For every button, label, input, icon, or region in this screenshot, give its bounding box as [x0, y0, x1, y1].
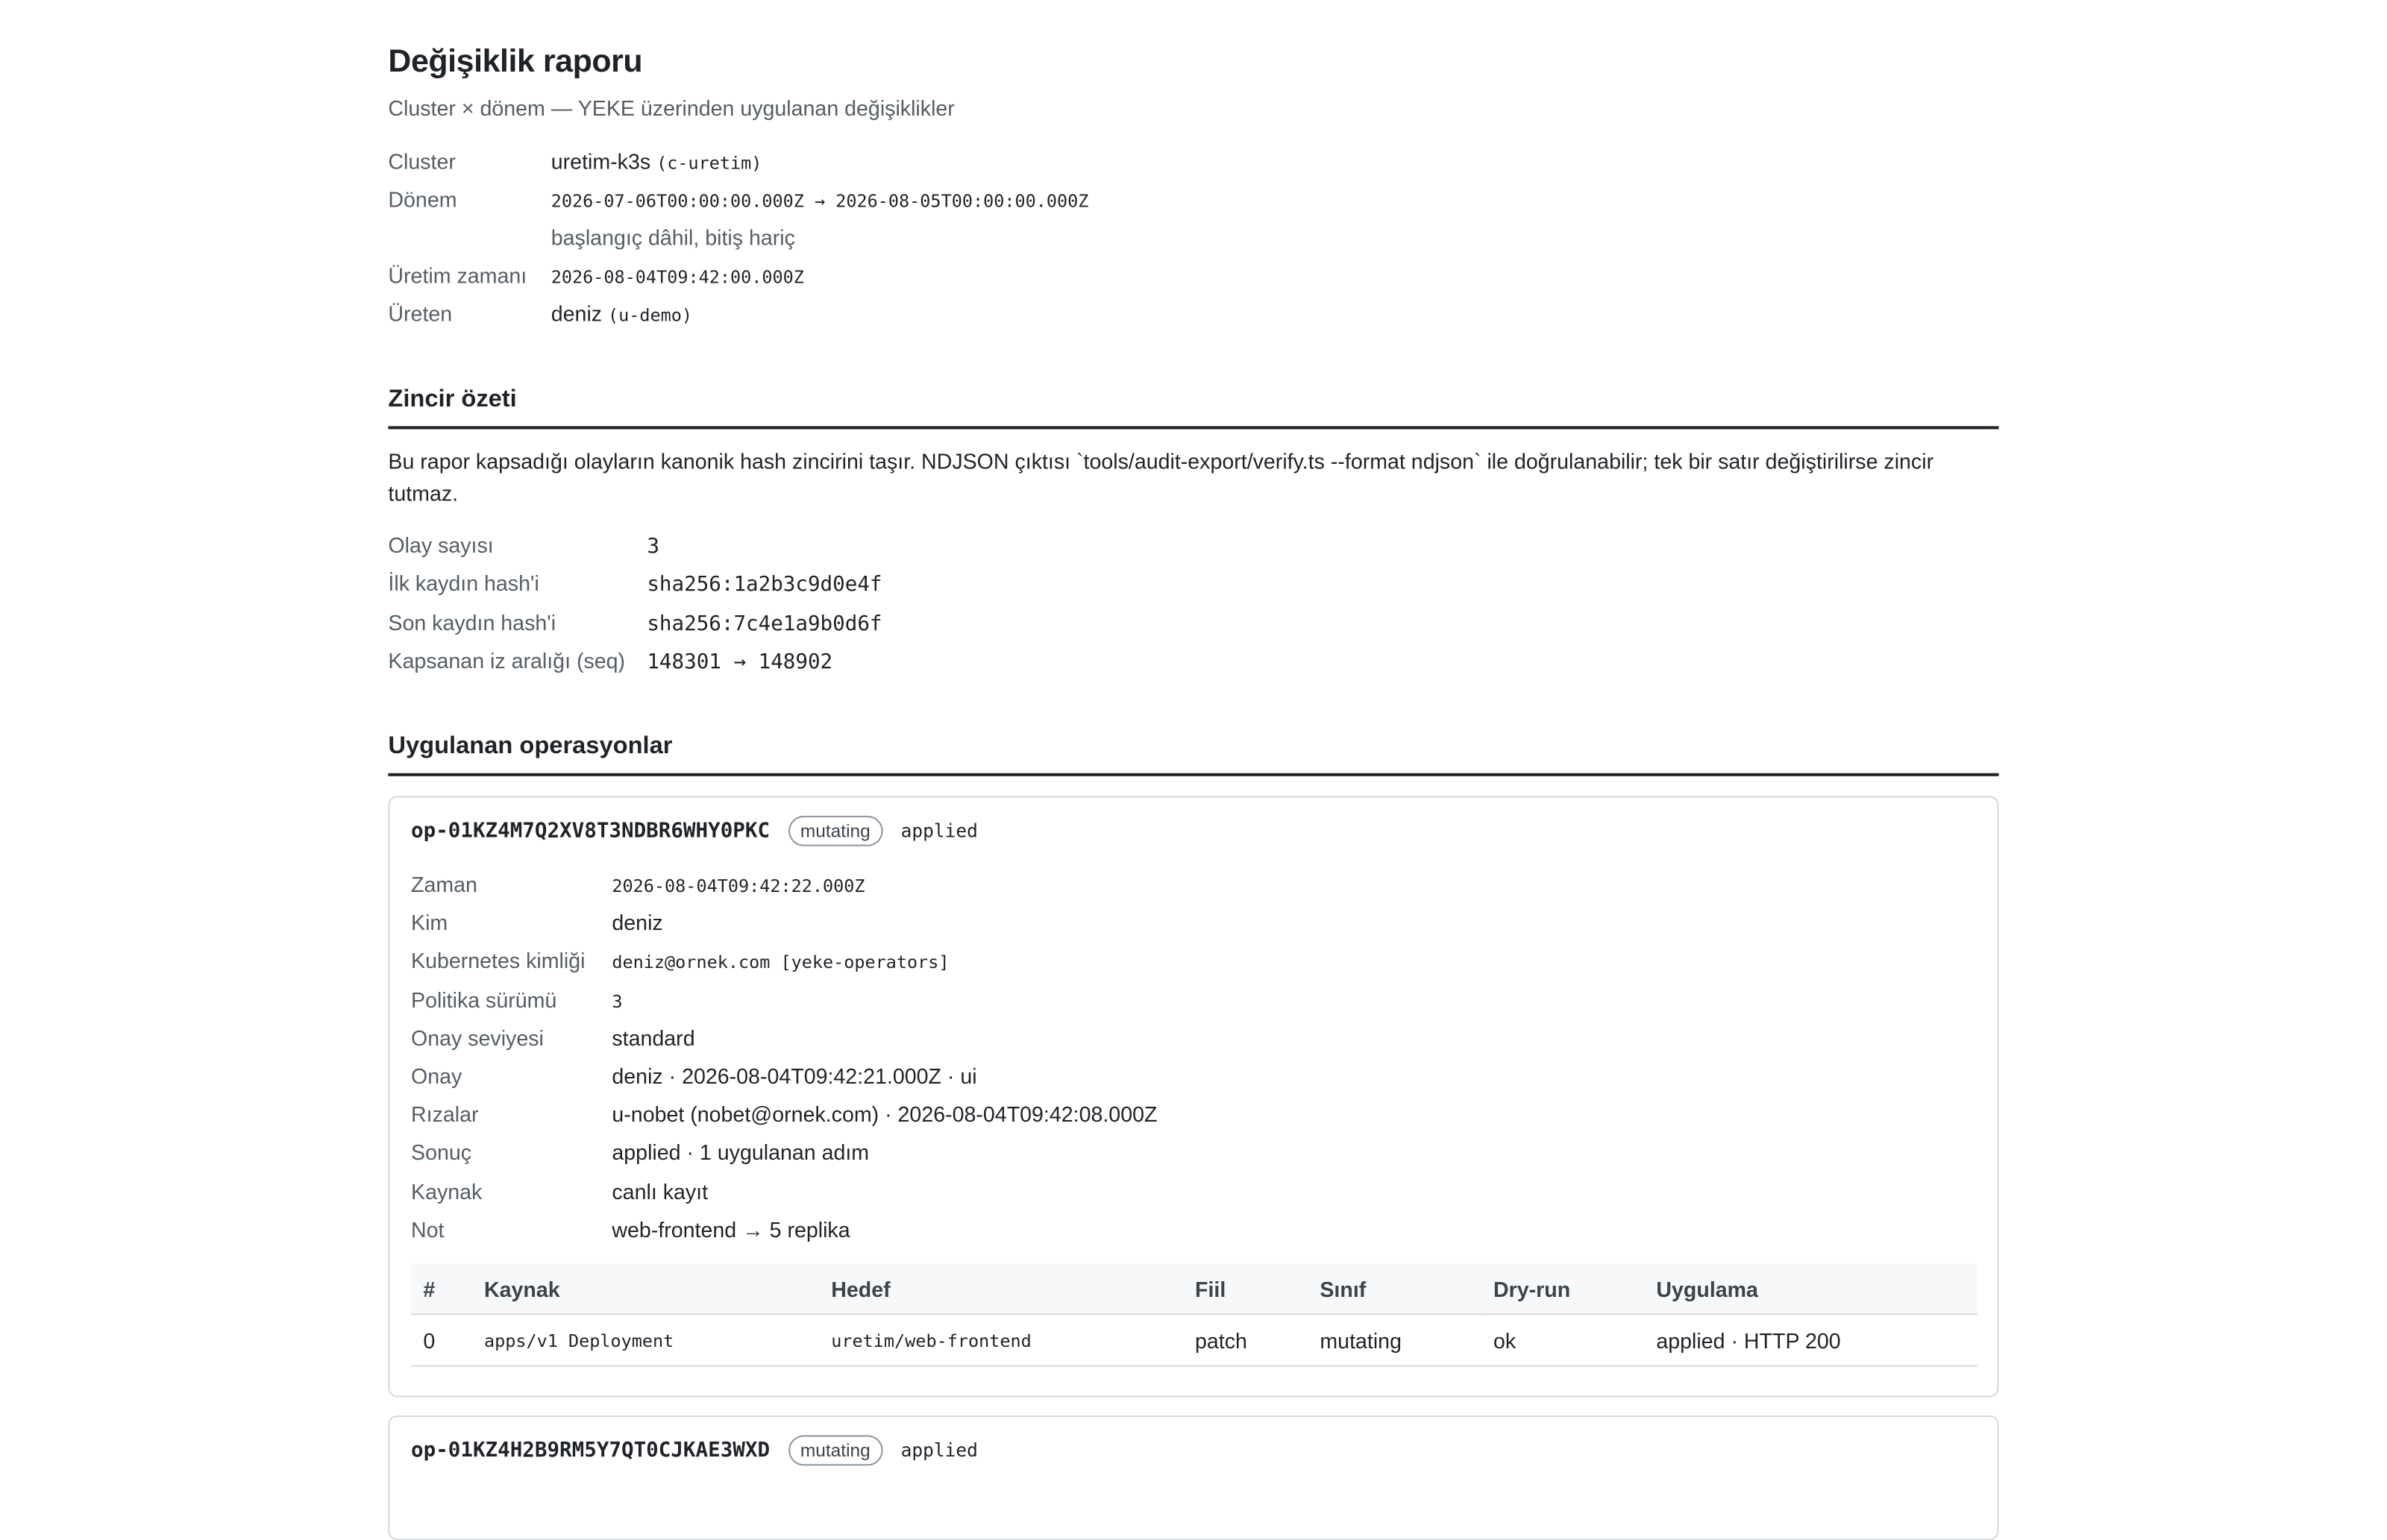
detail-value: 2026-08-04T09:42:22.000Z: [612, 875, 865, 897]
table-header-row: [411, 1263, 1977, 1314]
detail-row: [411, 1179, 1157, 1217]
meta-cluster-name: uretim-k3s: [551, 148, 651, 174]
chain-row-label: Kapsanan iz aralığı (seq): [388, 648, 626, 673]
chain-row-label: Olay sayısı: [388, 532, 494, 557]
meta-producer-id: (u-demo): [608, 304, 693, 326]
chain-summary-heading: Zincir özeti: [388, 386, 1998, 429]
chain-summary-list: [388, 532, 1998, 687]
chain-summary-section: [388, 386, 1998, 686]
table-header: Sınıf: [1308, 1263, 1481, 1314]
operation-class-badge: mutating: [788, 816, 883, 846]
meta-producer-name: deniz: [551, 301, 603, 326]
table-cell: mutating: [1308, 1314, 1481, 1365]
table-cell: patch: [1183, 1314, 1308, 1365]
detail-row: [411, 1140, 1157, 1178]
detail-label: Sonuç: [411, 1140, 472, 1165]
operation-class-badge: mutating: [788, 1435, 883, 1465]
chain-row: [388, 532, 1998, 571]
operation-details: [411, 872, 1157, 1255]
chain-row: [388, 648, 1998, 687]
operation-card-header: [411, 816, 978, 846]
chain-row: [388, 571, 1998, 610]
meta-cluster-label: Cluster: [388, 148, 456, 174]
table-header: Hedef: [819, 1263, 1183, 1314]
table-header: Dry-run: [1481, 1263, 1644, 1314]
table-cell: 0: [411, 1314, 472, 1365]
chain-row-label: Son kaydın hash'i: [388, 609, 556, 635]
table-header: Uygulama: [1644, 1263, 1977, 1314]
chain-row-label: İlk kaydın hash'i: [388, 571, 539, 596]
detail-row: [411, 1063, 1157, 1101]
table-cell: apps/v1 Deployment: [472, 1314, 819, 1365]
detail-label: Onay seviyesi: [411, 1025, 544, 1050]
detail-value: deniz: [612, 910, 663, 935]
detail-value: u-nobet (nobet@ornek.com) · 2026-08-04T09:42:08.000Z: [612, 1101, 1158, 1127]
meta-period-note-row: [388, 225, 1088, 263]
chain-row-value: sha256:7c4e1a9b0d6f: [647, 611, 882, 636]
table-header: Fiil: [1183, 1263, 1308, 1314]
meta-period-row: [388, 187, 1088, 225]
operation-state: applied: [900, 1439, 978, 1462]
table-cell: uretim/web-frontend: [819, 1314, 1183, 1365]
detail-label: Zaman: [411, 872, 477, 897]
detail-label: Kim: [411, 910, 448, 935]
table-cell: ok: [1481, 1314, 1644, 1365]
detail-label: Kaynak: [411, 1178, 483, 1204]
operation-state: applied: [900, 820, 978, 842]
page-subtitle: Cluster × dönem — YEKE üzerinden uygulanan değişiklikler: [388, 95, 955, 121]
detail-label: Onay: [411, 1063, 462, 1089]
chain-row-value: 148301 → 148902: [647, 650, 833, 674]
table-cell: applied · HTTP 200: [1644, 1314, 1977, 1365]
detail-value: canlı kayıt: [612, 1178, 709, 1204]
meta-period-label: Dönem: [388, 187, 457, 212]
detail-label: Rızalar: [411, 1101, 479, 1127]
table-row: [411, 1314, 1977, 1365]
meta-generated-value: 2026-08-04T09:42:00.000Z: [551, 266, 804, 288]
table-header: #: [411, 1263, 472, 1314]
operation-id: op-01KZ4M7Q2XV8T3NDBR6WHY0PKC: [411, 818, 771, 843]
detail-row: [411, 1217, 1157, 1255]
chain-row-value: sha256:1a2b3c9d0e4f: [647, 572, 882, 597]
operation-id: op-01KZ4H2B9RM5Y7QT0CJKAE3WXD: [411, 1438, 771, 1463]
operations-section: [388, 734, 1998, 776]
report-meta: [388, 149, 1088, 339]
detail-value: 3: [612, 990, 623, 1012]
operations-heading: Uygulanan operasyonlar: [388, 734, 1998, 776]
detail-row: [411, 1025, 1157, 1063]
detail-value: deniz@ornek.com [yeke-operators]: [612, 952, 950, 973]
detail-row: [411, 1102, 1157, 1140]
chain-summary-description: Bu rapor kapsadığı olayların kanonik hash zincirini taşır. NDJSON çıktısı `tools/audit-export/verify.ts --format ndjson` ile doğrulanabilir; tek bir satır değiştirilirse zincir tutmaz.: [388, 449, 1934, 506]
chain-row: [388, 610, 1998, 649]
meta-producer-label: Üreten: [388, 301, 453, 326]
page-title: Değişiklik raporu: [388, 44, 643, 80]
detail-value: deniz · 2026-08-04T09:42:21.000Z · ui: [612, 1063, 977, 1089]
detail-row: [411, 911, 1157, 949]
table-header: Kaynak: [472, 1263, 819, 1314]
detail-row: [411, 987, 1157, 1025]
detail-label: Not: [411, 1217, 445, 1242]
operation-steps-table: [411, 1263, 1977, 1367]
meta-generated-label: Üretim zamanı: [388, 263, 527, 288]
operation-card: [388, 1415, 1998, 1540]
operation-card: [388, 796, 1998, 1397]
meta-period-note: başlangıç dâhil, bitiş hariç: [551, 225, 795, 250]
detail-label: Politika sürümü: [411, 987, 557, 1012]
meta-cluster-row: [388, 149, 1088, 187]
meta-generated-row: [388, 263, 1088, 301]
detail-value: web-frontend → 5 replika: [612, 1217, 850, 1242]
detail-value: standard: [612, 1025, 695, 1050]
detail-row: [411, 872, 1157, 910]
operation-card-header: [411, 1435, 978, 1465]
detail-label: Kubernetes kimliği: [411, 949, 586, 973]
meta-period-value: 2026-07-06T00:00:00.000Z → 2026-08-05T00:00:00.000Z: [551, 190, 1089, 212]
meta-producer-row: [388, 301, 1088, 339]
detail-row: [411, 949, 1157, 987]
meta-cluster-id: (c-uretim): [656, 152, 762, 174]
chain-row-value: 3: [647, 534, 659, 559]
detail-value: applied · 1 uygulanan adım: [612, 1140, 870, 1165]
